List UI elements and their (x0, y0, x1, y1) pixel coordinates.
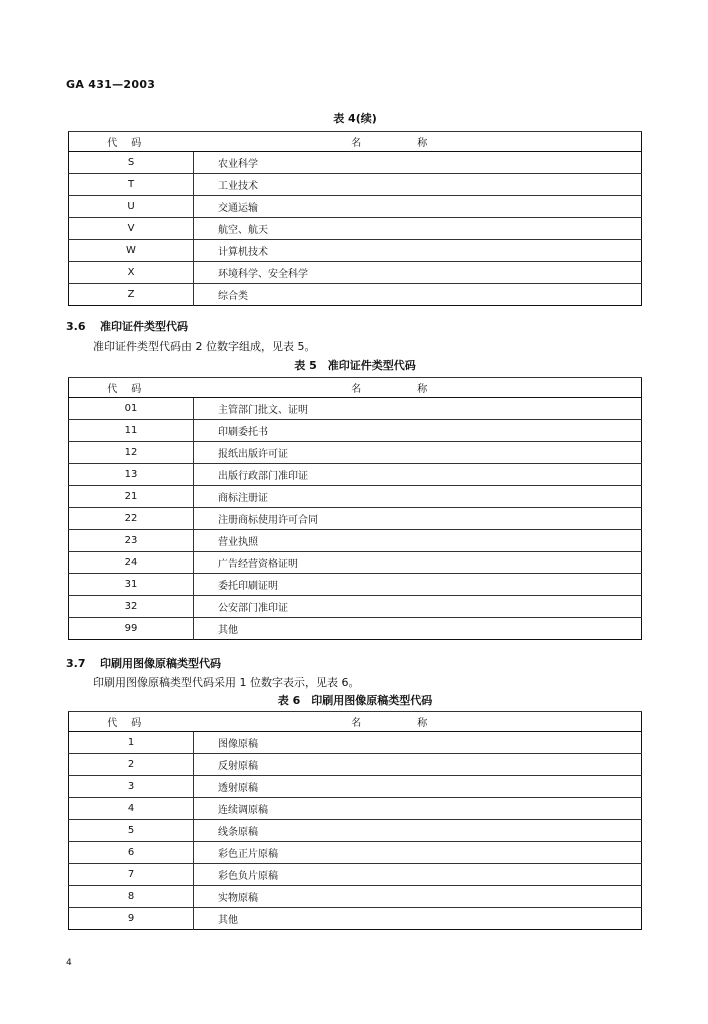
table-row (69, 464, 642, 486)
name-cell: 连续调原稿 (194, 798, 642, 820)
name-cell: 商标注册证 (194, 486, 642, 508)
table5-caption: 表 5 准印证件类型代码 (294, 359, 416, 372)
name-cell: 工业技术 (194, 174, 642, 196)
table5-col-name: 名称 (194, 378, 642, 398)
table-row (69, 618, 642, 640)
table4 (68, 131, 642, 306)
table5-header-row (69, 378, 642, 398)
table-row (69, 732, 642, 754)
name-cell: 其他 (194, 908, 642, 930)
name-cell: 出版行政部门准印证 (194, 464, 642, 486)
table-row (69, 152, 642, 174)
name-cell: 环境科学、安全科学 (194, 262, 642, 284)
table-row (69, 196, 642, 218)
code-cell: 01 (69, 398, 194, 420)
section-3-7-paragraph: 印刷用图像原稿类型代码采用 1 位数字表示，见表 6。 (93, 676, 360, 689)
code-cell: 23 (69, 530, 194, 552)
table-row (69, 798, 642, 820)
code-cell: Z (69, 284, 194, 306)
name-cell: 委托印刷证明 (194, 574, 642, 596)
code-cell: 1 (69, 732, 194, 754)
section-3-6-paragraph: 准印证件类型代码由 2 位数字组成，见表 5。 (93, 340, 316, 353)
code-cell: U (69, 196, 194, 218)
table4-col-code: 代码 (69, 132, 194, 152)
name-cell: 透射原稿 (194, 776, 642, 798)
code-cell: 99 (69, 618, 194, 640)
name-cell: 广告经营资格证明 (194, 552, 642, 574)
table-row (69, 218, 642, 240)
code-cell: S (69, 152, 194, 174)
name-cell: 实物原稿 (194, 886, 642, 908)
section-number: 3.6 (66, 320, 86, 333)
table6-header-row (69, 712, 642, 732)
code-cell: W (69, 240, 194, 262)
name-cell: 印刷委托书 (194, 420, 642, 442)
code-cell: 11 (69, 420, 194, 442)
table4-body (69, 152, 642, 306)
section-title: 准印证件类型代码 (100, 320, 188, 333)
code-cell: T (69, 174, 194, 196)
table-row (69, 174, 642, 196)
document-id-header: GA 431—2003 (66, 78, 156, 91)
table6-col-name: 名称 (194, 712, 642, 732)
code-cell: 5 (69, 820, 194, 842)
table-row (69, 530, 642, 552)
name-cell: 公安部门准印证 (194, 596, 642, 618)
table6-body (69, 732, 642, 930)
code-cell: X (69, 262, 194, 284)
table4-col-name: 名称 (194, 132, 642, 152)
name-cell: 航空、航天 (194, 218, 642, 240)
section-number: 3.7 (66, 657, 86, 670)
table-row (69, 820, 642, 842)
code-cell: 13 (69, 464, 194, 486)
name-cell: 主管部门批文、证明 (194, 398, 642, 420)
code-cell: 3 (69, 776, 194, 798)
name-cell: 交通运输 (194, 196, 642, 218)
name-cell: 报纸出版许可证 (194, 442, 642, 464)
code-cell: 8 (69, 886, 194, 908)
code-cell: 31 (69, 574, 194, 596)
table-row (69, 754, 642, 776)
code-cell: 12 (69, 442, 194, 464)
code-cell: V (69, 218, 194, 240)
name-cell: 线条原稿 (194, 820, 642, 842)
table4-header-row (69, 132, 642, 152)
code-cell: 24 (69, 552, 194, 574)
table5-body (69, 398, 642, 640)
table-row (69, 886, 642, 908)
table5-col-code: 代码 (69, 378, 194, 398)
name-cell: 计算机技术 (194, 240, 642, 262)
table-row (69, 442, 642, 464)
table-row (69, 284, 642, 306)
code-cell: 9 (69, 908, 194, 930)
name-cell: 彩色负片原稿 (194, 864, 642, 886)
page-number: 4 (66, 958, 72, 968)
name-cell: 图像原稿 (194, 732, 642, 754)
code-cell: 22 (69, 508, 194, 530)
section-3-7-heading (66, 655, 221, 671)
code-cell: 7 (69, 864, 194, 886)
table-row (69, 574, 642, 596)
table6 (68, 711, 642, 930)
table-row (69, 486, 642, 508)
code-cell: 4 (69, 798, 194, 820)
section-title: 印刷用图像原稿类型代码 (100, 657, 221, 670)
code-cell: 21 (69, 486, 194, 508)
name-cell: 注册商标使用许可合同 (194, 508, 642, 530)
code-cell: 6 (69, 842, 194, 864)
table5 (68, 377, 642, 640)
name-cell: 反射原稿 (194, 754, 642, 776)
table-row (69, 908, 642, 930)
table-row (69, 398, 642, 420)
name-cell: 综合类 (194, 284, 642, 306)
table-row (69, 508, 642, 530)
table-row (69, 262, 642, 284)
table-row (69, 240, 642, 262)
table-row (69, 420, 642, 442)
table-row (69, 864, 642, 886)
name-cell: 营业执照 (194, 530, 642, 552)
table-row (69, 842, 642, 864)
code-cell: 2 (69, 754, 194, 776)
table6-col-code: 代码 (69, 712, 194, 732)
table-row (69, 596, 642, 618)
name-cell: 农业科学 (194, 152, 642, 174)
table-row (69, 776, 642, 798)
table6-caption: 表 6 印刷用图像原稿类型代码 (277, 694, 433, 707)
name-cell: 彩色正片原稿 (194, 842, 642, 864)
code-cell: 32 (69, 596, 194, 618)
name-cell: 其他 (194, 618, 642, 640)
section-3-6-heading (66, 318, 188, 334)
table-row (69, 552, 642, 574)
table4-caption: 表 4(续) (333, 112, 377, 125)
